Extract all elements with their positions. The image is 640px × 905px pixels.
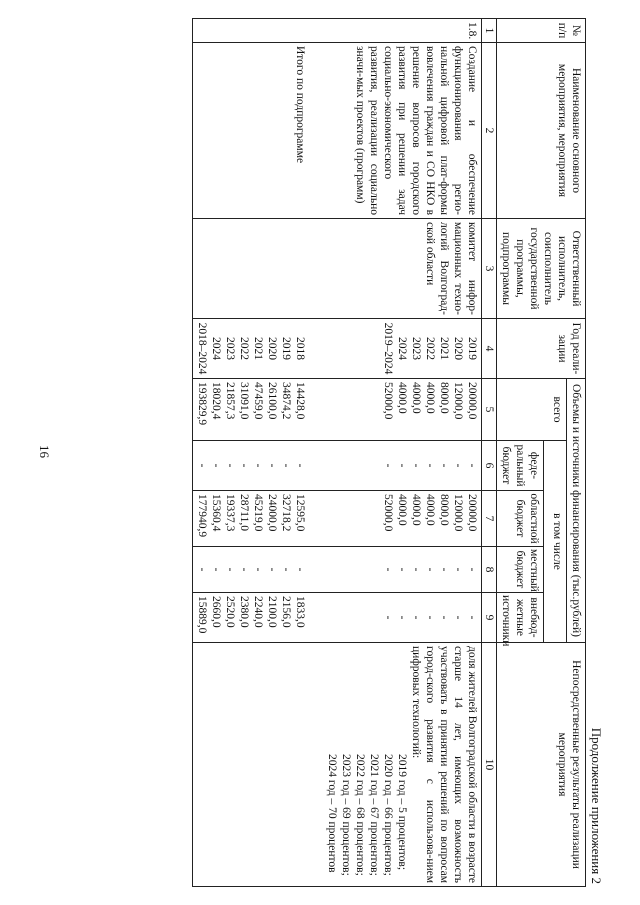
column-number: 1 — [482, 19, 497, 43]
year-cell: 2022 — [424, 337, 436, 360]
local-cell: - — [280, 567, 292, 572]
total-cell: 52000,0 — [382, 382, 394, 420]
extrabudget-cell: - — [424, 615, 436, 620]
result-line: 2021 год – 67 процентов; — [368, 754, 380, 876]
year-cell: 2024 — [396, 337, 408, 360]
total-cell: 4000,0 — [424, 382, 436, 414]
year-cell: 2018 — [294, 337, 306, 360]
rotated-page-content — [18, 18, 608, 888]
year-cell: 2023 — [224, 337, 236, 360]
header-measure-name: Наименование основного мероприятия, мероприятия — [497, 43, 586, 219]
header-funding-group: Объемы и источники финансирования (тыс.рублей) — [567, 379, 586, 643]
regional-cell: 20000,0 — [466, 494, 478, 532]
appendix-continuation-note: Продолжение приложения 2 — [589, 727, 604, 884]
local-cell: - — [266, 567, 278, 572]
header-federal: феде-ральный бюджет — [497, 441, 544, 491]
federal-cell: - — [252, 463, 264, 468]
extrabudget-cell: 2520,0 — [224, 596, 236, 628]
regional-cell: 52000,0 — [382, 494, 394, 532]
regional-cell: 177940,9 — [196, 494, 208, 538]
total-cell: 31091,0 — [238, 382, 250, 420]
funding-table — [192, 18, 586, 887]
extrabudget-cell: 2660,0 — [210, 596, 222, 628]
header-local: местный бюджет — [497, 547, 544, 593]
table-row — [323, 19, 482, 887]
year-cell: 2021 — [252, 337, 264, 360]
header-results: Непосредственные результаты реализации мероприятия — [497, 643, 586, 887]
total-cell: 4000,0 — [410, 382, 422, 414]
total-cell: 4000,0 — [396, 382, 408, 414]
result-line: 2023 год – 69 процентов; — [340, 754, 352, 876]
local-cell: - — [196, 567, 208, 572]
federal-cell: - — [382, 463, 394, 468]
local-cell: - — [294, 567, 306, 572]
extrabudget-cell: 2380,0 — [238, 596, 250, 628]
federal-cell: - — [196, 463, 208, 468]
local-cell: - — [238, 567, 250, 572]
federal-cell: - — [210, 463, 222, 468]
year-cell: 2023 — [410, 337, 422, 360]
executor-name: комитет инфор-мационных техно-логий Волгоград-ской области — [323, 219, 482, 319]
measure-name: Создание и обеспечение функционирования регио-нальной цифровой плат-формы вовлечения граждан и СО НКО в решение вопросов городского развития при решении задач социально-экономического развития, реализации социально значи-мых проектов (программ) — [323, 43, 482, 219]
subtotal-label: Итого по подпрограмме — [294, 46, 306, 164]
year-cell: 2022 — [238, 337, 250, 360]
result-line: 2024 год – 70 процентов — [326, 754, 338, 873]
year-cell: 2018–2024 — [196, 322, 208, 375]
federal-cell: - — [396, 463, 408, 468]
column-number: 2 — [482, 43, 497, 219]
federal-cell: - — [266, 463, 278, 468]
total-cell: 12000,0 — [452, 382, 464, 420]
result-line: 2019 год – 5 процентов; — [396, 754, 408, 871]
extrabudget-cell: - — [410, 615, 422, 620]
local-cell: - — [452, 567, 464, 572]
column-number: 9 — [482, 593, 497, 643]
extrabudget-cell: - — [382, 615, 394, 620]
total-cell: 21857,3 — [224, 382, 236, 420]
regional-cell: 15360,4 — [210, 494, 222, 532]
year-cell: 2024 — [210, 337, 222, 360]
local-cell: - — [438, 567, 450, 572]
federal-cell: - — [466, 463, 478, 468]
federal-cell: - — [280, 463, 292, 468]
total-cell: 26100,0 — [266, 382, 278, 420]
result-line: 2022 год – 68 процентов; — [354, 754, 366, 876]
column-number: 3 — [482, 219, 497, 319]
local-cell: - — [396, 567, 408, 572]
regional-cell: 12595,0 — [294, 494, 306, 532]
page-number: 16 — [37, 445, 52, 458]
header-including: в том числе — [544, 441, 567, 643]
local-cell: - — [382, 567, 394, 572]
total-cell: 34874,2 — [280, 382, 292, 420]
column-number: 5 — [482, 379, 497, 441]
federal-cell: - — [438, 463, 450, 468]
year-cell: 2021 — [438, 337, 450, 360]
regional-cell: 24000,0 — [266, 494, 278, 532]
total-cell: 18020,4 — [210, 382, 222, 420]
regional-cell: 19337,3 — [224, 494, 236, 532]
federal-cell: - — [424, 463, 436, 468]
federal-cell: - — [224, 463, 236, 468]
row-number: 1.8. — [323, 19, 482, 43]
federal-cell: - — [294, 463, 306, 468]
extrabudget-cell: 2240,0 — [252, 596, 264, 628]
result-description: доля жителей Волгоградской области в возрасте старше 14 лет, имеющих возможность участвовать в принятии решений по вопросам город-ского развития с использова-нием цифровых технологий: — [410, 646, 478, 884]
table-row — [193, 19, 324, 887]
header-total: всего — [497, 379, 567, 441]
total-cell: 20000,0 — [466, 382, 478, 420]
extrabudget-cell: 2156,0 — [280, 596, 292, 628]
extrabudget-cell: - — [438, 615, 450, 620]
column-number: 10 — [482, 643, 497, 887]
header-extrabudget: внебюд-жетные источники — [497, 593, 544, 643]
year-cell: 2020 — [266, 337, 278, 360]
local-cell: - — [424, 567, 436, 572]
regional-cell: 12000,0 — [452, 494, 464, 532]
year-cell: 2019–2024 — [382, 322, 394, 375]
column-number: 8 — [482, 547, 497, 593]
total-cell: 193829,9 — [196, 382, 208, 426]
year-cell: 2019 — [280, 337, 292, 360]
local-cell: - — [224, 567, 236, 572]
local-cell: - — [252, 567, 264, 572]
extrabudget-cell: - — [466, 615, 478, 620]
header-regional: областной бюджет — [497, 491, 544, 547]
regional-cell: 32718,2 — [280, 494, 292, 532]
extrabudget-cell: 2100,0 — [266, 596, 278, 628]
result-line: 2020 год – 66 процентов; — [382, 754, 394, 876]
local-cell: - — [410, 567, 422, 572]
federal-cell: - — [238, 463, 250, 468]
federal-cell: - — [452, 463, 464, 468]
regional-cell: 4000,0 — [396, 494, 408, 526]
header-executor: Ответственный исполнитель, соисполнитель государственной программы, подпрограммы — [497, 219, 586, 319]
regional-cell: 28711,0 — [238, 494, 250, 531]
total-cell: 47459,0 — [252, 382, 264, 420]
total-cell: 8000,0 — [438, 382, 450, 414]
total-cell: 14428,0 — [294, 382, 306, 420]
regional-cell: 45219,0 — [252, 494, 264, 532]
federal-cell: - — [410, 463, 422, 468]
extrabudget-cell: - — [452, 615, 464, 620]
regional-cell: 4000,0 — [410, 494, 422, 526]
regional-cell: 8000,0 — [438, 494, 450, 526]
extrabudget-cell: 1833,0 — [294, 596, 306, 628]
column-number: 6 — [482, 441, 497, 491]
column-number: 7 — [482, 491, 497, 547]
header-year: Год реали-зации — [497, 319, 586, 379]
header-num: № п/п — [497, 19, 586, 43]
regional-cell: 4000,0 — [424, 494, 436, 526]
local-cell: - — [210, 567, 222, 572]
local-cell: - — [466, 567, 478, 572]
extrabudget-cell: 15889,0 — [196, 596, 208, 634]
extrabudget-cell: - — [396, 615, 408, 620]
year-cell: 2019 — [466, 337, 478, 360]
year-cell: 2020 — [452, 337, 464, 360]
column-number: 4 — [482, 319, 497, 379]
